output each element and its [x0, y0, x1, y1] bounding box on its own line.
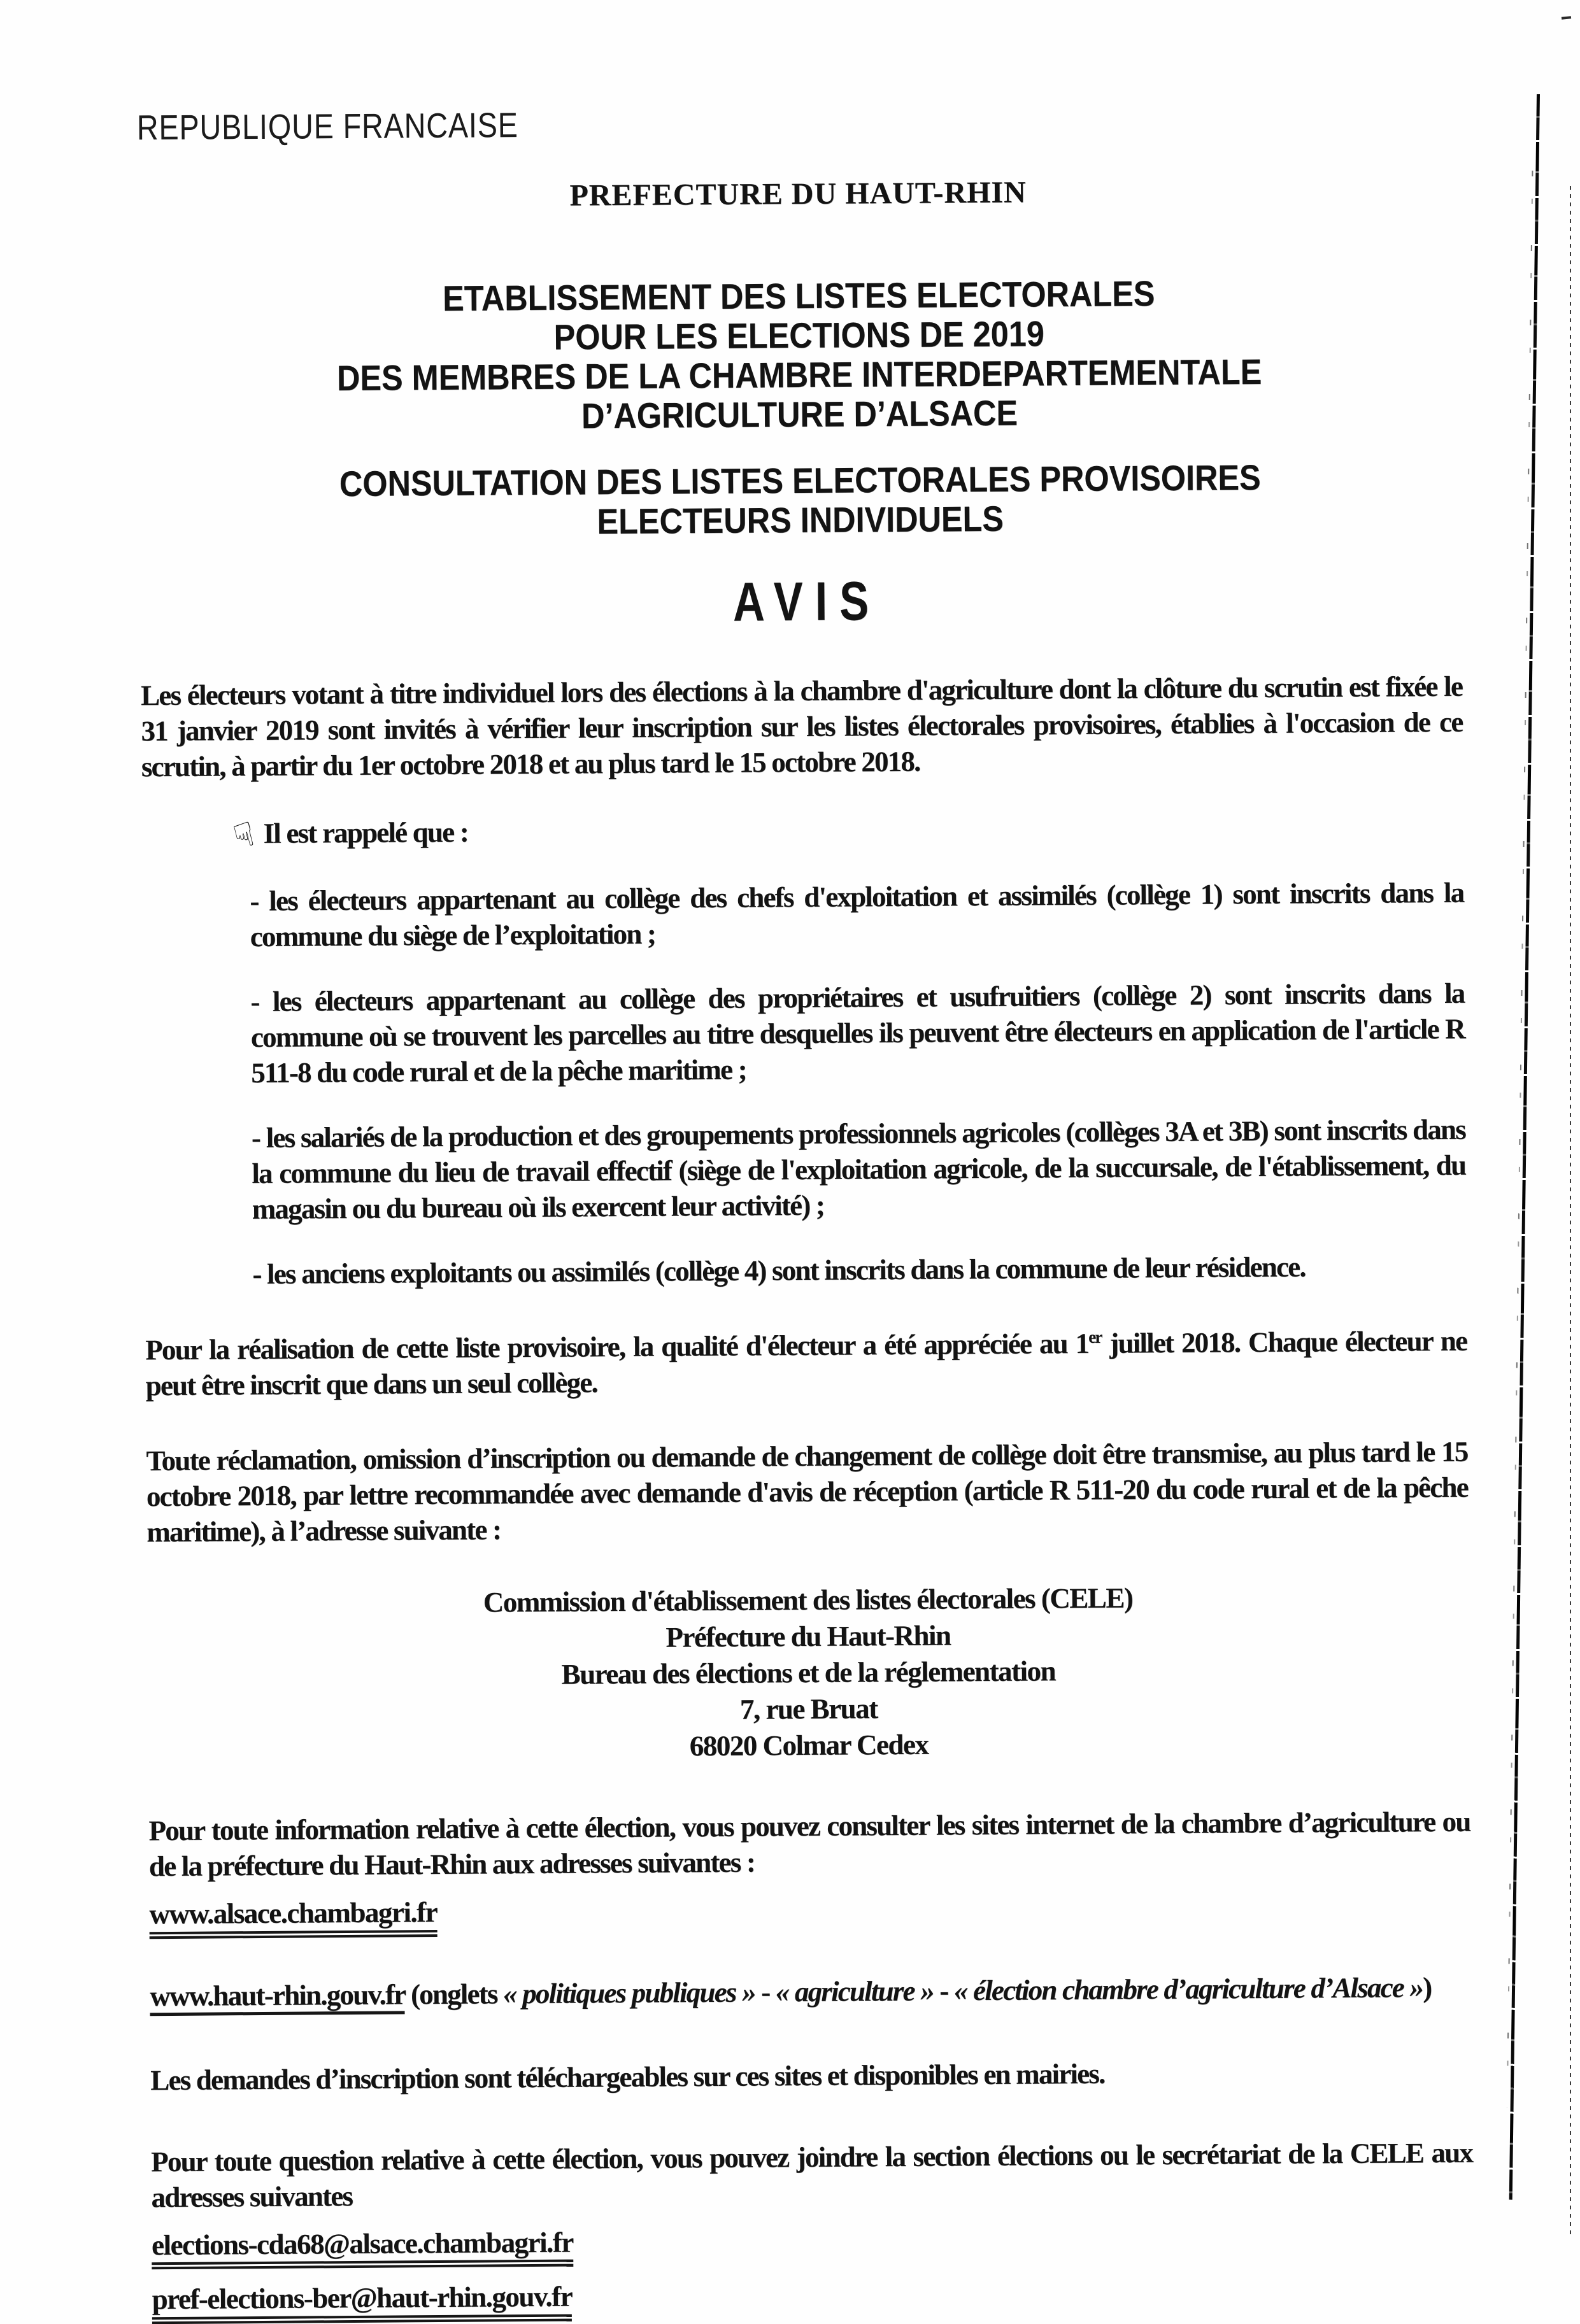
gouv-link-line [150, 1969, 1471, 2013]
pointing-hand-icon: ☟ [229, 815, 258, 857]
scan-artifact-mark [1562, 16, 1571, 20]
reclamation-paragraph: Toute réclamation, omission d’inscription ou demande de changement de collège doit être transmise, au plus tard le 15 octobre 2018, par lettre recommandée avec demande d'avis de réception (article R 511-20 du code rural et de la pêche maritime), à l’adresse suivante : [146, 1435, 1468, 1548]
address-line-city: 68020 Colmar Cedex [689, 1728, 929, 1762]
title-line-4: D’AGRICULTURE D’ALSACE [581, 392, 1018, 436]
gouv-text-onglets: (onglets [404, 1977, 504, 2010]
subtitle-line-1: CONSULTATION DES LISTES ELECTORALES PROVISOIRES [339, 457, 1261, 504]
address-line-bureau: Bureau des élections et de la réglementation [561, 1655, 1056, 1690]
realisation-text-1: Pour la réalisation de cette liste provisoire, la qualité d'électeur a été appréciée au 1 [145, 1327, 1089, 1366]
rappel-line [229, 807, 1463, 857]
chambagri-link[interactable]: www.alsace.chambagri.fr [149, 1897, 437, 1939]
subtitle-line-2: ELECTEURS INDIVIDUELS [597, 498, 1004, 542]
gouv-text-close-paren: ) [1422, 1971, 1432, 2003]
republique-heading: REPUBLIQUE FRANCAISE [136, 105, 518, 148]
email-line-chambagri [152, 2216, 1473, 2269]
address-line-commission: Commission d'établissement des listes électorales (CELE) [483, 1582, 1133, 1619]
gouv-tab-election: « élection chambre d’agriculture d’Alsace » [953, 1971, 1423, 2006]
bullet-item-college3: - les salariés de la production et des groupements professionnels agricoles (collèges 3A et 3B) sont inscrits dans la commune du lieu de travail effectif (siège de l'exploitation agricole, de la succursale, de l'établissement, du magasin ou du bureau où ils exercent leur activité) ; [251, 1113, 1466, 1226]
demandes-paragraph: Les demandes d’inscription sont téléchargeables sur ces sites et disponibles en mairies. [150, 2057, 1105, 2096]
scan-artifact-vertical-line [1509, 94, 1540, 2200]
intro-paragraph: Les électeurs votant à titre individuel lors des élections à la chambre d'agriculture dont la clôture du scrutin est fixée le 31 janvier 2019 sont invités à vérifier leur inscription sur les listes électorales provisoires, établies à l'occasion de ce scrutin, à partir du 1er octobre 2018 et au plus tard le 15 octobre 2018. [140, 670, 1463, 783]
bullet-list [250, 875, 1466, 1292]
info-paragraph: Pour toute information relative à cette élection, vous pouvez consulter les sites internet de la chambre d’agriculture ou de la préfecture du Haut-Rhin aux adresses suivantes : [148, 1805, 1470, 1883]
bullet-item-college2: - les électeurs appartenant au collège des propriétaires et usufruitiers (collège 2) sont inscrits dans la commune où se trouvent les parcelles au titre desquelles ils peuvent être électeurs en application de l'article R 511-8 du code rural et de la pêche maritime ; [250, 977, 1465, 1089]
gouv-separator-1: - [755, 1975, 776, 2008]
gouv-tab-agriculture: « agriculture » [775, 1974, 934, 2008]
email-line-prefecture [152, 2271, 1473, 2324]
address-line-street: 7, rue Bruat [739, 1692, 878, 1725]
prefecture-heading: PREFECTURE DU HAUT-RHIN [569, 175, 1027, 213]
rappel-text: Il est rappelé que : [263, 816, 469, 849]
title-line-1: ETABLISSEMENT DES LISTES ELECTORALES [442, 273, 1155, 318]
bullet-item-college4: - les anciens exploitants ou assimilés (collège 4) sont inscrits dans la commune de leur résidence. [252, 1251, 1306, 1291]
main-title [138, 272, 1461, 439]
title-line-3: DES MEMBRES DE LA CHAMBRE INTERDEPARTEMENTALE [336, 351, 1262, 399]
realisation-text-2: juillet 2018. Chaque électeur ne peut être inscrit que dans un seul collège. [145, 1324, 1467, 1402]
realisation-paragraph [145, 1323, 1467, 1403]
gouv-tab-politiques: « politiques publiques » [502, 1976, 755, 2009]
address-block [147, 1578, 1470, 1768]
gouv-separator-2: - [933, 1974, 955, 2007]
bullet-item-college1: - les électeurs appartenant au collège des chefs d'exploitation et assimilés (collège 1) sont inscrits dans la commune du siège de l’exploitation ; [250, 876, 1464, 953]
email-chambagri-link[interactable]: elections-cda68@alsace.chambagri.fr [152, 2227, 573, 2269]
document-content [136, 0, 1473, 2324]
superscript-er: er [1088, 1327, 1102, 1347]
email-prefecture-link[interactable]: pref-elections-ber@haut-rhin.gouv.fr [152, 2281, 573, 2324]
scan-artifact-dotted-line [1570, 186, 1571, 2234]
avis-heading: AVIS [732, 570, 881, 633]
question-paragraph: Pour toute question relative à cette élection, vous pouvez joindre la section élections ou le secrétariat de la CELE aux adresses suivantes [150, 2136, 1473, 2213]
title-line-2: POUR LES ELECTIONS DE 2019 [553, 313, 1044, 357]
address-line-prefecture: Préfecture du Haut-Rhin [665, 1619, 951, 1654]
subtitle [139, 457, 1462, 544]
chambagri-link-line [149, 1885, 1470, 1939]
hautrhin-link[interactable]: www.haut-rhin.gouv.fr [150, 1978, 405, 2016]
